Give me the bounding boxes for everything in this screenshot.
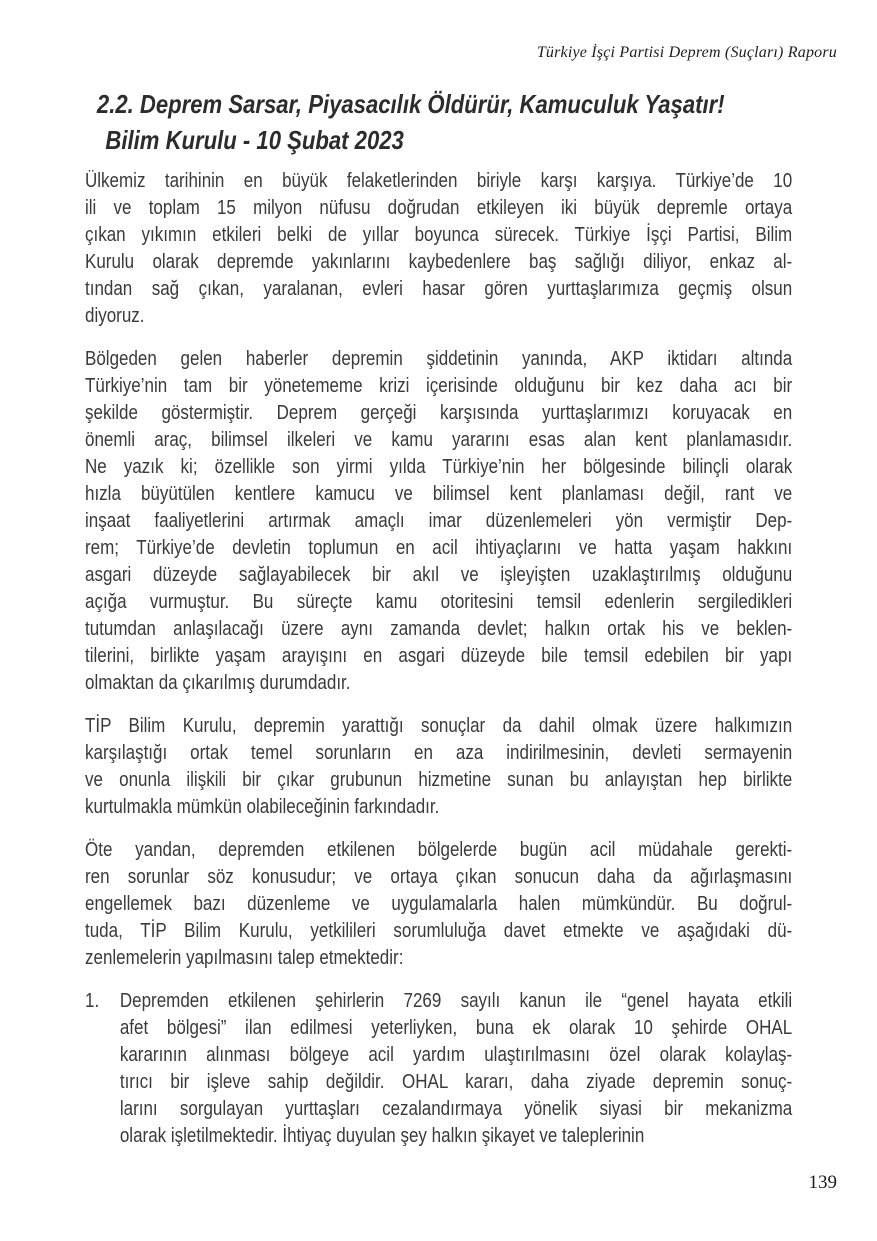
section-heading [85,86,792,158]
body-line: Ülkemiz tarihinin en büyük felaketlerinden biriyle karşı karşıya. Türkiye’de 10 [85,170,793,192]
body-line: asgari düzeyde sağlayabilecek bir akıl ve işleyişten uzaklaştırılmış olduğunu [85,564,793,586]
body-line: ren sorunlar söz konusudur; ve ortaya çıkan sonucun daha da ağırlaşmasını [85,866,793,888]
list-item [85,988,792,1150]
list-item-lines [120,988,792,1150]
body-text [85,168,792,1150]
body-line: olarak işletilmektedir. İhtiyaç duyulan şey halkın şikayet ve taleplerinin [119,1125,645,1147]
body-paragraphs [85,168,792,972]
body-line: TİP Bilim Kurulu, depremin yarattığı sonuçlar da dahil olmak üzere halkımızın [85,715,793,737]
body-line: Ne yazık ki; özellikle son yirmi yılda Türkiye’nin her bölgesinde bilinçli olarak [85,456,793,478]
body-line: larını sorgulayan yurttaşları cezalandırmaya yönelik siyasi bir mekanizma [119,1098,793,1120]
section-heading-line-2: Bilim Kurulu - 10 Şubat 2023 [105,125,404,155]
body-line: kararının alınması bölgeye acil yardım ulaştırılmasını özel olarak kolaylaş- [119,1044,793,1066]
paragraph [85,168,792,330]
body-line: Kurulu olarak depremde yakınlarını kaybedenlere baş sağlığı diliyor, enkaz al- [85,251,793,273]
body-line: çıkan yıkımın etkileri belki de yıllar boyunca sürecek. Türkiye İşçi Partisi, Bilim [85,224,793,246]
body-line: zenlemelerin yapılmasını talep etmektedir: [85,947,404,969]
body-line: Depremden etkilenen şehirlerin 7269 sayılı kanun ile “genel hayata etkili [119,990,793,1012]
body-line: karşılaştığı ortak temel sorunların en aza indirilmesinin, devleti sermayenin [85,742,793,764]
running-header: Türkiye İşçi Partisi Deprem (Suçları) Raporu [536,44,837,61]
body-line: tuda, TİP Bilim Kurulu, yetkilileri sorumluluğa davet etmekte ve aşağıdaki dü- [85,920,793,942]
body-line: inşaat faaliyetlerini artırmak amaçlı imar düzenlemeleri yön vermiştir Dep- [85,510,793,532]
body-line: şekilde göstermiştir. Deprem gerçeği karşısında yurttaşlarımızı koruyacak en [85,402,793,424]
body-line: diyoruz. [85,305,145,327]
body-line: rem; Türkiye’de devletin toplumun en acil ihtiyaçlarını ve hatta yaşam hakkını [85,537,793,559]
body-line: ve onunla ilişkili bir çıkar grubunun hizmetine sunan bu anlayıştan hep birlikte [85,769,793,791]
paragraph [85,713,792,821]
ordered-list [85,988,792,1150]
paragraph [85,837,792,972]
body-line: önemli araç, bilimsel ilkeleri ve kamu yararını esas alan kent planlamasıdır. [85,429,793,451]
body-line: Öte yandan, depremden etkilenen bölgelerde bugün acil müdahale gerekti- [85,839,793,861]
body-line: hızla büyütülen kentlere kamucu ve bilimsel kent planlaması değil, rant ve [85,483,793,505]
body-line: Türkiye’nin tam bir yönetememe krizi içerisinde olduğunu bir kez daha acı bir [85,375,793,397]
page-number: 139 [808,1172,837,1193]
body-line: tırıcı bir işleve sahip değildir. OHAL kararı, daha ziyade depremin sonuç- [119,1071,793,1093]
body-line: tutumdan anlaşılacağı üzere aynı zamanda devlet; halkın ortak his ve beklen- [85,618,793,640]
body-line: kurtulmakla mümkün olabileceğinin farkındadır. [85,796,440,818]
body-line: engellemek bazı düzenleme ve uygulamalarla halen mümkündür. Bu doğrul- [85,893,793,915]
body-line: tından sağ çıkan, yaralanan, evleri hasar gören yurttaşlarımıza geçmiş olsun [85,278,793,300]
body-line: olmaktan da çıkarılmış durumdadır. [85,672,351,694]
section-heading-line-1: 2.2. Deprem Sarsar, Piyasacılık Öldürür, Kamuculuk Yaşatır! [96,89,725,119]
body-line: tilerini, birlikte yaşam arayışını en asgari düzeyde bile temsil edebilen bir yapı [85,645,793,667]
body-line: Bölgeden gelen haberler depremin şiddetinin yanında, AKP iktidarı altında [85,348,793,370]
list-item-number: 1. [85,990,100,1012]
body-line: ili ve toplam 15 milyon nüfusu doğrudan etkileyen iki büyük depremle ortaya [85,197,793,219]
paragraph [85,346,792,697]
body-line: açığa vurmuştur. Bu süreçte kamu otoritesini temsil edenlerin sergiledikleri [85,591,793,613]
body-line: afet bölgesi” ilan edilmesi yeterliyken, buna ek olarak 10 şehirde OHAL [119,1017,793,1039]
